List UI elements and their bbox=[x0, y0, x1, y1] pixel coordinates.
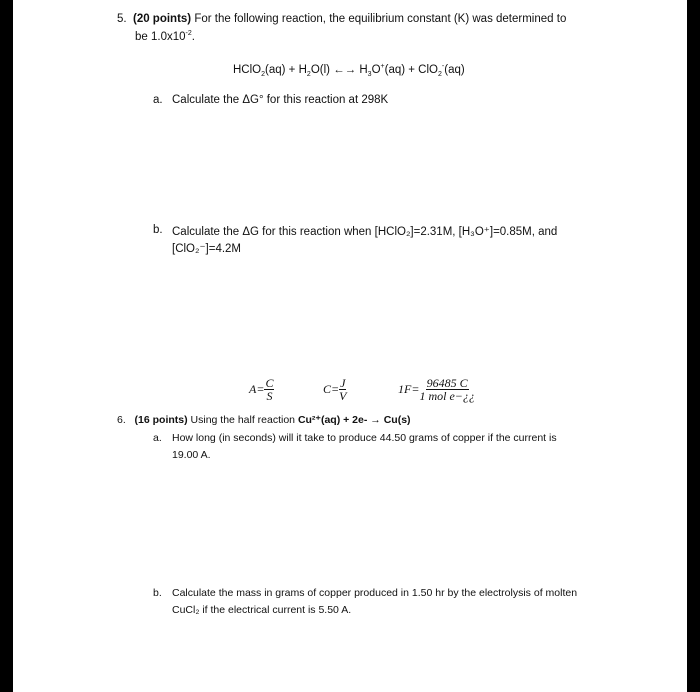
item-label: b. bbox=[153, 587, 162, 599]
denominator: V bbox=[339, 389, 347, 403]
eq-sub: 2 bbox=[306, 71, 311, 79]
fraction bbox=[264, 377, 274, 402]
formula-faraday bbox=[398, 377, 475, 402]
eq-charge: - bbox=[441, 63, 445, 70]
eq-part: O(l) bbox=[310, 63, 334, 76]
q6a-text2: 19.00 A. bbox=[172, 449, 211, 461]
half-reaction: Cu²⁺(aq) + 2e- → Cu(s) bbox=[297, 414, 411, 426]
q6-line1 bbox=[117, 414, 411, 426]
question-number: 6. bbox=[117, 414, 126, 426]
item-label: b. bbox=[153, 224, 163, 236]
numerator: J bbox=[340, 376, 346, 390]
formula-lhs: 1F= bbox=[398, 382, 420, 396]
numerator: 96485 C bbox=[426, 376, 468, 390]
q5b bbox=[153, 224, 558, 238]
formula-lhs: C= bbox=[323, 382, 340, 396]
formula-lhs: A= bbox=[249, 382, 265, 396]
eq-sub: 2 bbox=[261, 71, 266, 79]
eq-sub: 2 bbox=[438, 71, 442, 79]
eq-part: H bbox=[356, 63, 368, 76]
item-label: a. bbox=[153, 94, 163, 106]
formula-coulomb bbox=[323, 377, 346, 402]
eq-part: O bbox=[371, 63, 381, 76]
numerator: C bbox=[265, 376, 274, 390]
document-page bbox=[13, 0, 687, 692]
eq-part: HClO bbox=[233, 63, 262, 76]
eq-part: (aq) + H bbox=[265, 63, 307, 76]
exponent: -2 bbox=[185, 30, 192, 37]
reaction-equation bbox=[233, 63, 465, 78]
q5a bbox=[153, 94, 389, 106]
points: (16 points) bbox=[134, 414, 188, 426]
q6b bbox=[153, 587, 578, 599]
q5a-text: Calculate the ΔG° for this reaction at 298K bbox=[172, 94, 389, 106]
q5b-text2: [ClO₂⁻]=4.2M bbox=[172, 243, 242, 255]
q5-text2: be 1.0x10 bbox=[135, 30, 186, 43]
formula-ampere bbox=[249, 377, 274, 402]
eq-charge: + bbox=[380, 63, 385, 70]
q5-text: For the following reaction, the equilibrium constant (K) was determined to bbox=[191, 13, 567, 25]
q5-line1 bbox=[117, 13, 566, 25]
eq-part: (aq) bbox=[444, 63, 465, 76]
q6b-text1: Calculate the mass in grams of copper produced in 1.50 hr by the electrolysis of molten bbox=[172, 587, 578, 599]
points: (20 points) bbox=[132, 13, 192, 25]
eq-part: (aq) + ClO bbox=[384, 63, 438, 76]
q5b-text1: Calculate the ΔG for this reaction when [HClO₂]=2.31M, [H₃O⁺]=0.85M, and bbox=[172, 226, 558, 238]
q6-text: Using the half reaction bbox=[187, 414, 298, 426]
q6a-text1: How long (in seconds) will it take to produce 44.50 grams of copper if the current is bbox=[172, 432, 557, 444]
period: . bbox=[191, 30, 195, 43]
fraction bbox=[419, 377, 474, 402]
item-label: a. bbox=[153, 432, 162, 444]
denominator: S bbox=[266, 389, 273, 403]
q6b-text2: CuCl₂ if the electrical current is 5.50 A. bbox=[172, 604, 352, 616]
q6a bbox=[153, 432, 557, 444]
denominator: 1 mol e−¿¿ bbox=[419, 389, 475, 403]
fraction bbox=[339, 377, 346, 402]
equilibrium-arrow-icon: ←→ bbox=[333, 63, 357, 76]
question-number: 5. bbox=[117, 13, 127, 25]
eq-sub: 3 bbox=[367, 71, 372, 79]
q5-line2 bbox=[135, 30, 195, 43]
